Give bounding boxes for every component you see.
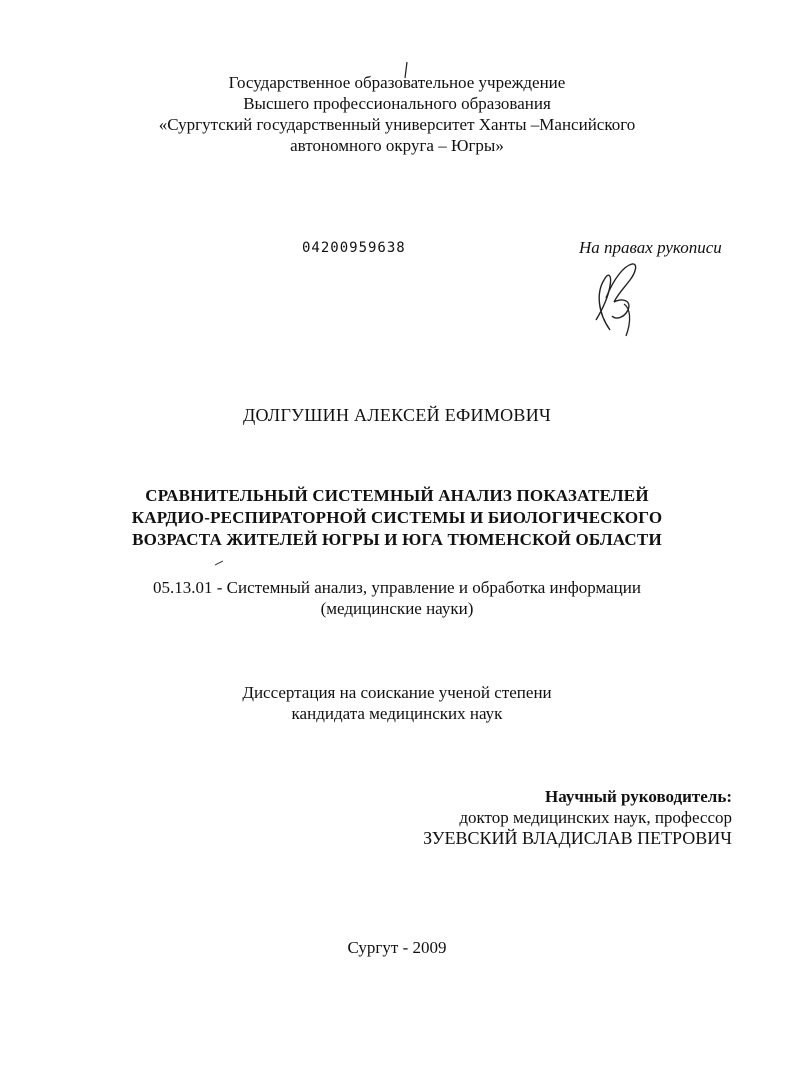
title-line-2: КАРДИО-РЕСПИРАТОРНОЙ СИСТЕМЫ И БИОЛОГИЧЕСКОГО — [131, 508, 663, 527]
specialty-line-1: 05.13.01 - Системный анализ, управление и обработка информации — [153, 578, 641, 597]
catalog-code: 04200959638 — [302, 240, 406, 256]
institution-line-3: «Сургутский государственный университет Ханты –Мансийского — [158, 115, 636, 134]
specialty-line-2: (медицинские науки) — [320, 599, 474, 618]
signature — [588, 258, 648, 338]
degree-line-1: Диссертация на соискание ученой степени — [242, 683, 552, 702]
title-line-3: ВОЗРАСТА ЖИТЕЛЕЙ ЮГРЫ И ЮГА ТЮМЕНСКОЙ ОБЛАСТИ — [132, 530, 662, 549]
supervisor-name: ЗУЕВСКИЙ ВЛАДИСЛАВ ПЕТРОВИЧ — [423, 828, 732, 848]
degree-line-2: кандидата медицинских наук — [291, 704, 503, 723]
title-line-1: СРАВНИТЕЛЬНЫЙ СИСТЕМНЫЙ АНАЛИЗ ПОКАЗАТЕЛЕЙ — [145, 486, 649, 505]
manuscript-rights-note: На правах рукописи — [579, 238, 722, 257]
supervisor-credentials: доктор медицинских наук, профессор — [459, 808, 732, 827]
institution-line-1: Государственное образовательное учреждение — [228, 73, 566, 92]
author-name: ДОЛГУШИН АЛЕКСЕЙ ЕФИМОВИЧ — [242, 405, 552, 425]
supervisor-heading: Научный руководитель: — [545, 787, 732, 806]
pen-mark — [214, 560, 224, 566]
institution-line-2: Высшего профессионального образования — [243, 94, 551, 113]
institution-line-4: автономного округа – Югры» — [290, 136, 504, 155]
place-year: Сургут - 2009 — [347, 938, 447, 957]
